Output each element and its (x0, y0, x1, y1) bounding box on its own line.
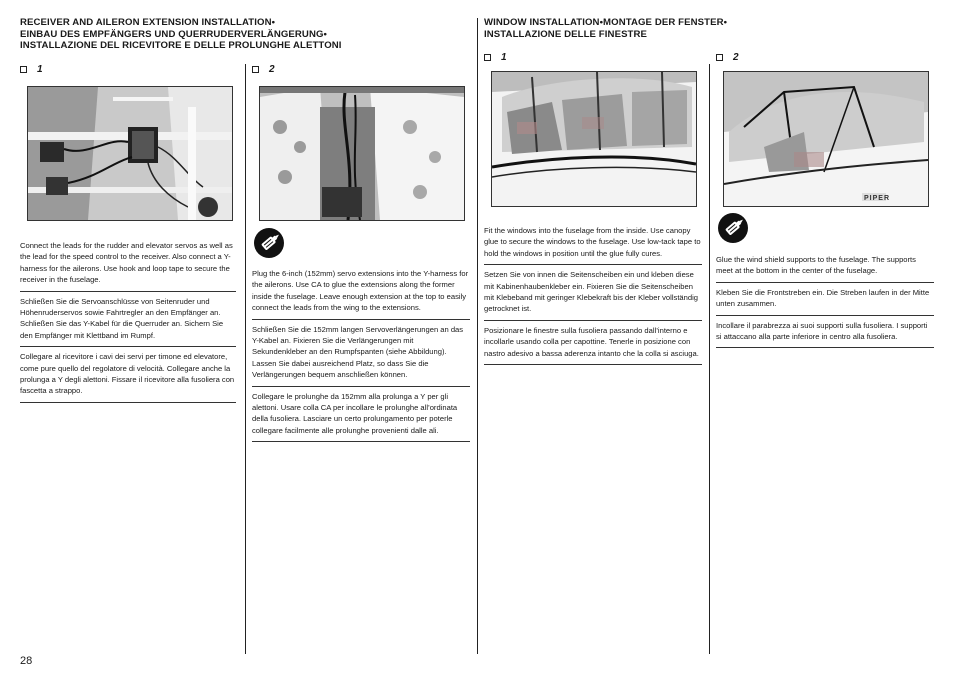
paragraph-german: Schließen Sie die Servoanschlüsse von Seitenruder und Höhenruderservos sowie Fahrtregler an den Empfänger an. Schließen Sie das Y-Kabel für die Querruder an. Sichern Sie den Empfänger mit Klettband im Rumpf. (20, 292, 236, 348)
checkbox-icon (716, 54, 723, 61)
paragraph-italian: Incollare il parabrezza ai suoi supporti sulla fusoliera. I supporti si attaccano alla parte inferiore in centro alla fusoliera. (716, 316, 934, 349)
instructions-windshield (716, 254, 934, 348)
paragraph-english: Connect the leads for the rudder and elevator servos as well as the lead for the speed control to the receiver. Also connect a Y-harness for the ailerons. Use hook and loop tape to secure the receiver in the fuselage. (20, 240, 236, 292)
step-number: 1 (501, 52, 507, 63)
header-line-1: RECEIVER AND AILERON EXTENSION INSTALLATION• (20, 17, 276, 28)
paragraph-english: Plug the 6-inch (152mm) servo extensions into the Y-harness for the ailerons. Use CA to glue the extensions along the former inside the fuselage. Leave enough extension at the top to easily connect the leads from the wing to the extensions. (252, 268, 470, 320)
header-line-1: WINDOW INSTALLATION•MONTAGE DER FENSTER• (484, 17, 728, 28)
paragraph-english: Fit the windows into the fuselage from the inside. Use canopy glue to secure the windows to the fuselage. Use low-tack tape to hold the windows in position until the glue fully cures. (484, 225, 702, 265)
servo-extension-photo (259, 86, 465, 221)
column-divider (709, 64, 710, 654)
instructions-windows (484, 225, 702, 365)
step-2-heading (252, 64, 275, 75)
glue-bottle-icon (718, 213, 748, 243)
windshield-photo (723, 71, 929, 207)
checkbox-icon (252, 66, 259, 73)
receiver-photo (27, 86, 233, 221)
glue-bottle-icon (254, 228, 284, 258)
paragraph-english: Glue the wind shield supports to the fuselage. The supports meet at the bottom in the center of the fuselage. (716, 254, 934, 283)
page-number: 28 (20, 655, 33, 667)
step-number: 1 (37, 64, 43, 75)
step-number: 2 (733, 52, 739, 63)
paragraph-italian: Collegare al ricevitore i cavi dei servi per timone ed elevatore, come pure quello del regolatore di velocità. Collegare anche la prolunga a Y degli alettoni. Fissare il ricevitore alla fusoliera con fascetta a strappo. (20, 347, 236, 403)
step-1-heading (20, 64, 43, 75)
paragraph-german: Kleben Sie die Frontstreben ein. Die Streben laufen in der Mitte unten zusammen. (716, 283, 934, 316)
step-2-heading (716, 52, 739, 63)
header-line-3: INSTALLAZIONE DEL RICEVITORE E DELLE PROLUNGHE ALETTONI (20, 40, 342, 52)
paragraph-german: Schließen Sie die 152mm langen Servoverlängerungen an das Y-Kabel an. Fixieren Sie die Verlängerungen mit Sekundenkleber an den Rumpfspanten (siehe Abbildung). Lassen Sie dabei ausreichend Platz, so dass Sie die Verlängerungen bequem anschließen können. (252, 320, 470, 387)
header-line-2: EINBAU DES EMPFÄNGERS UND QUERRUDERVERLÄNGERUNG• (20, 28, 328, 40)
instructions-extensions (252, 268, 470, 442)
instructions-receiver (20, 240, 236, 403)
paragraph-italian: Collegare le prolunghe da 152mm alla prolunga a Y per gli alettoni. Usare colla CA per incollare le prolunghe all’ordinata della fusoliera. Lasciare un certo prolungamento per poterle collegare facilmente alle prolunghe provenienti dalle ali. (252, 387, 470, 443)
paragraph-german: Setzen Sie von innen die Seitenscheiben ein und kleben diese mit Kabinenhaubenkleber ein. Fixieren Sie die Seitenscheiben mit Klebeband mit geringer Klebekraft bis der Kleber vollständig getrocknet ist. (484, 265, 702, 321)
checkbox-icon (20, 66, 27, 73)
column-divider (245, 64, 246, 654)
step-number: 2 (269, 64, 275, 75)
section-header-window (484, 17, 727, 40)
step-1-heading (484, 52, 507, 63)
column-divider (477, 18, 478, 654)
window-photo (491, 71, 697, 207)
paragraph-italian: Posizionare le finestre sulla fusoliera passando dall’interno e incollarle usando colla per capottine. Tenerle in posizione con nastro adesivo a bassa aderenza intanto che la colla si asciuga. (484, 321, 702, 365)
section-header-receiver (20, 17, 342, 52)
piper-logo-text: PIPER (864, 195, 891, 202)
checkbox-icon (484, 54, 491, 61)
header-line-2: INSTALLAZIONE DELLE FINESTRE (484, 28, 648, 40)
